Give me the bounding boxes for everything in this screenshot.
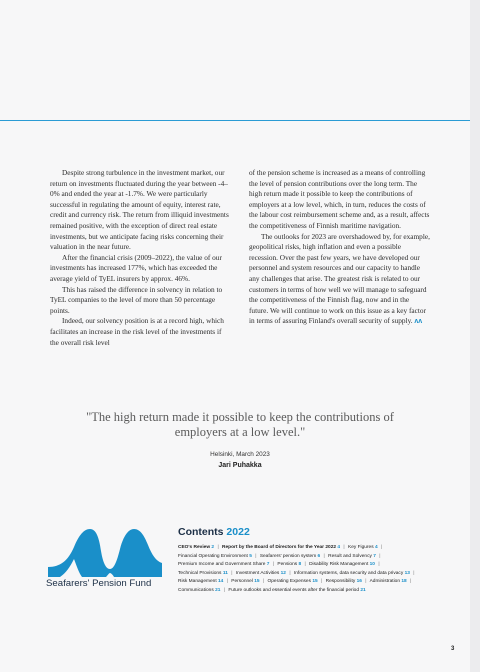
toc-line: Communications 21 | Future outlooks and essential events after the financial period 21	[178, 587, 366, 593]
toc-item-page: 18	[401, 579, 407, 585]
toc-item-page: 8	[298, 562, 302, 568]
toc-item-label[interactable]: Pensions	[277, 562, 298, 568]
toc-item-page: 15	[312, 579, 318, 585]
toc-item-label[interactable]: Risk Management	[178, 579, 217, 585]
contents-title: Contents	[178, 526, 224, 538]
toc-item-label[interactable]: Information systems, data security and data privacy	[293, 570, 404, 576]
toc-line: Risk Management 14 | Personnel 15 | Operating Expenses 15 | Responsibility 16 | Administration 18 |	[178, 579, 412, 585]
toc-item-page: 16	[356, 579, 362, 585]
toc-item-page: 12	[280, 570, 286, 576]
contents-list	[178, 544, 454, 596]
signature-place-date: Helsinki, March 2023	[210, 451, 270, 458]
paragraph-text: The outlooks for 2023 are overshadowed by, for example, geopolitical risks, high inflation and even a possible recession. Over the past few years, we have developed our personnel and system resources and our capacity to handle any challenges that arise. The greatest risk is related to our customers in terms of how well we will manage to safeguard the competitiveness of the Finnish flag, now and in the future. We will continue to work on this issue as a key factor in terms of assuring Finland's overall security of supply.	[249, 231, 430, 326]
paragraph: of the pension scheme is increased as a means of controlling the level of pension contributions over the long term. The high return made it possible to keep the contributions of employers at a low level, which, in turn, reduces the costs of the labour cost reimbursement scheme and, as a result, affects the competitiveness of Finnish maritime navigation.	[249, 168, 430, 230]
toc-item-label[interactable]: Investment Activities	[235, 570, 280, 576]
toc-item-label[interactable]: Personnel	[231, 579, 253, 585]
header-band	[0, 0, 470, 120]
contents-year: 2022	[226, 526, 250, 538]
page-edge-strip	[470, 0, 480, 672]
toc-line: Premium Income and Government Share 7 | Pensions 8 | Disability Risk Management 10 |	[178, 562, 380, 568]
toc-line: CEO's Review 2 | Report by the Board of Directors for the Year 2022 4 | Key Figures 4 |	[178, 545, 383, 550]
toc-item-page: 21	[215, 587, 221, 593]
toc-item-page: 14	[218, 579, 224, 585]
page-number: 3	[451, 646, 455, 652]
toc-item-label[interactable]: Communications	[178, 587, 214, 593]
paragraph: Despite strong turbulence in the investment market, our return on investments fluctuated during the year between -4–0% and ended the year at -1.7%. We were particularly successful in regulating the amount of equity, interest rate, credit and currency risk. The return from illiquid investments remained positive, with the exception of direct real estate investments, but we anticipate facing risks concerning their valuation in the near future.	[50, 168, 229, 252]
toc-item-label[interactable]: Disability Risk Management	[309, 562, 369, 568]
pull-quote: "The high return made it possible to keep the contributions of employers at a low level."	[86, 410, 394, 439]
toc-item-label[interactable]: Operating Expenses	[267, 579, 311, 585]
toc-item-label[interactable]: Report by the Board of Directors for the Year 2022	[222, 545, 337, 550]
right-column	[249, 168, 430, 348]
toc-item-page: 21	[360, 587, 366, 593]
toc-item-label[interactable]: Future outlooks and essential events after the financial period	[228, 587, 360, 593]
toc-item-label[interactable]: Result and Solvency	[328, 553, 372, 559]
header-divider	[0, 120, 470, 121]
contents-heading	[178, 526, 454, 538]
toc-line: Technical Provisions 11 | Investment Activities 12 | Information systems, data security and data privacy 13 |	[178, 570, 415, 576]
toc-item-label[interactable]: Key Figures	[348, 545, 374, 550]
table-of-contents	[178, 526, 454, 596]
signature-name: Jari Puhakka	[218, 462, 262, 469]
toc-item-page: 11	[222, 570, 228, 576]
paragraph: This has raised the difference in solvency in relation to TyEL companies to the level of more than 50 percentage points.	[50, 284, 223, 315]
toc-item-label[interactable]: Technical Provisions	[178, 570, 222, 576]
toc-item-page: 10	[369, 562, 375, 568]
toc-item-page: 15	[254, 579, 260, 585]
left-column	[50, 168, 231, 348]
paragraph: After the financial crisis (2009–2022), the value of our investments has increased 177%, which has exceeded the average yield of TyEL insurers by approx. 46%.	[50, 252, 222, 283]
brand-name: Seafarers' Pension Fund	[46, 578, 152, 589]
toc-line: Financial Operating Environment 5 | Seafarers' pension system 6 | Result and Solvency 7 |	[178, 553, 381, 559]
body-text	[50, 168, 430, 348]
paragraph-with-endmark	[249, 232, 430, 328]
toc-item-label[interactable]: CEO's Review	[178, 545, 211, 550]
toc-item-label[interactable]: Responsibility	[325, 579, 356, 585]
toc-item-page: 4	[374, 545, 378, 550]
toc-item-label[interactable]: Premium Income and Government Share	[178, 562, 266, 568]
toc-item-label[interactable]: Seafarers' pension system	[259, 553, 317, 559]
toc-item-page: 13	[404, 570, 410, 576]
paragraph: Indeed, our solvency position is at a record high, which facilitates an increase in the risk level of the investments if the overall risk level	[50, 316, 224, 347]
toc-item-page: 7	[266, 562, 270, 568]
toc-item-label[interactable]: Financial Operating Environment	[178, 553, 248, 559]
toc-item-page: 6	[317, 553, 321, 559]
toc-item-page: 4	[337, 545, 341, 550]
toc-item-page: 5	[249, 553, 252, 559]
toc-item-page: 7	[373, 553, 376, 559]
toc-item-page: 2	[211, 545, 215, 550]
toc-item-label[interactable]: Administration	[369, 579, 400, 585]
end-mark-icon: ᴧᴧ	[414, 318, 423, 326]
